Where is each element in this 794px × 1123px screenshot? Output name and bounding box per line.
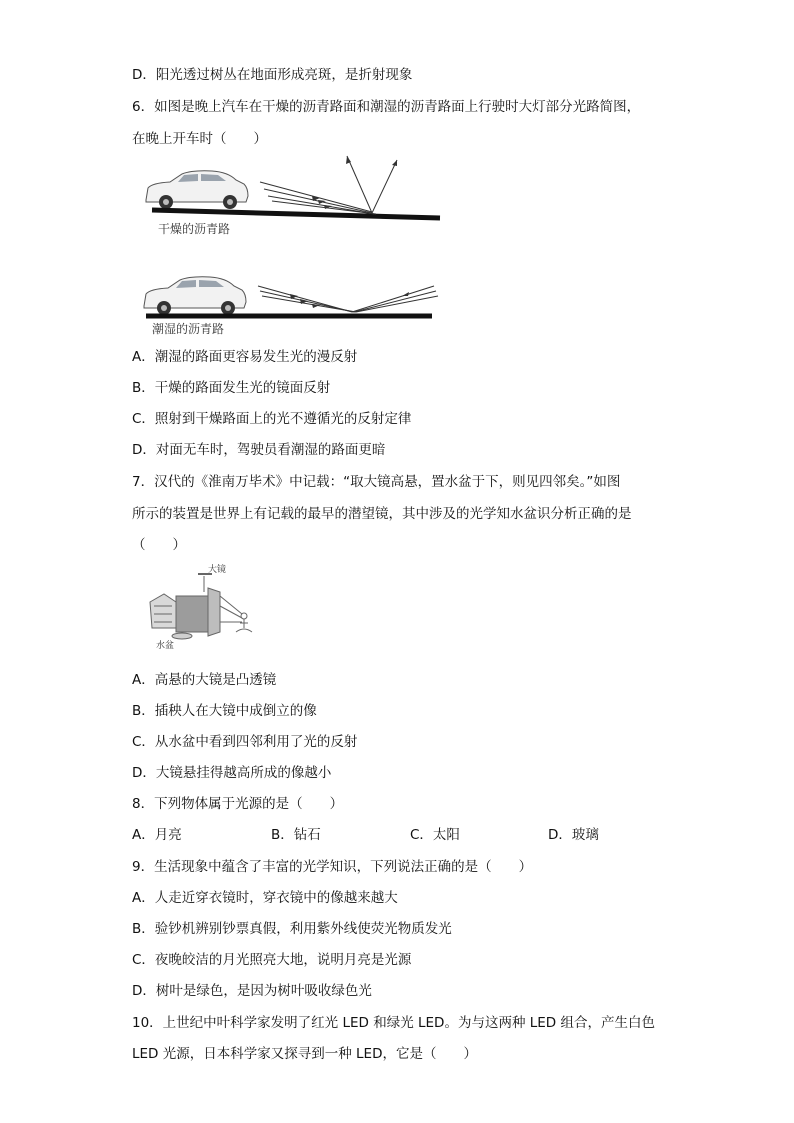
text-q8-option-b: B．钻石: [271, 827, 321, 843]
text-q8-option-d: D．玻璃: [548, 827, 599, 843]
text-q9-option-d: D．树叶是绿色，是因为树叶吸收绿色光: [132, 983, 372, 999]
text-q7-stem-line1: 7．汉代的《淮南万毕术》中记载：“取大镜高悬，置水盆于下，则见四邻矣。”如图: [132, 474, 621, 490]
text-q6-option-d: D．对面无车时，驾驶员看潮湿的路面更暗: [132, 442, 386, 458]
text-q10-stem-line1: 10．上世纪中叶科学家发明了红光 LED 和绿光 LED。为与这两种 LED 组合，产生白色: [132, 1015, 655, 1031]
text-q9-stem: 9．生活现象中蕴含了丰富的光学知识，下列说法正确的是（ ）: [132, 859, 533, 875]
text-q6-stem-line2: 在晚上开车时（ ）: [132, 131, 267, 147]
text-q6-option-a: A．潮湿的路面更容易发生光的漫反射: [132, 349, 358, 365]
figure-wet-road: [140, 272, 445, 340]
text-q6-option-b: B．干燥的路面发生光的镜面反射: [132, 380, 331, 396]
text-q7-option-b: B．插秧人在大镜中成倒立的像: [132, 703, 317, 719]
text-q7-stem-line2: 所示的装置是世界上有记载的最早的潜望镜，其中涉及的光学知水盆识分析正确的是: [132, 506, 632, 522]
text-q6-stem-line1: 6．如图是晚上汽车在干燥的沥青路面和潮湿的沥青路面上行驶时大灯部分光路简图，: [132, 99, 641, 115]
text-q6-option-c: C．照射到干燥路面上的光不遵循光的反射定律: [132, 411, 412, 427]
car-icon: [146, 171, 248, 209]
mirror-label: 大镜: [208, 565, 227, 575]
wet-road-diagram: [140, 272, 445, 322]
text-q5-option-d: D．阳光透过树丛在地面形成亮斑，是折射现象: [132, 67, 413, 83]
basin-label: 水盆: [156, 641, 175, 651]
text-q8-stem: 8．下列物体属于光源的是（ ）: [132, 796, 344, 812]
text-q10-stem-line2: LED 光源，日本科学家又探寻到一种 LED，它是（ ）: [132, 1046, 477, 1062]
figure-dry-road: [140, 150, 445, 240]
dry-road-caption: 干燥的沥青路: [158, 222, 231, 236]
text-q8-option-c: C．太阳: [410, 827, 460, 843]
text-q7-option-c: C．从水盆中看到四邻利用了光的反射: [132, 734, 358, 750]
text-q9-option-c: C．夜晚皎洁的月光照亮大地，说明月亮是光源: [132, 952, 412, 968]
text-q7-option-d: D．大镜悬挂得越高所成的像越小: [132, 765, 332, 781]
car-icon: [144, 277, 246, 315]
text-q9-option-a: A．人走近穿衣镜时，穿衣镜中的像越来越大: [132, 890, 398, 906]
text-q9-option-b: B．验钞机辨别钞票真假，利用紫外线使荧光物质发光: [132, 921, 452, 937]
wet-road-caption: 潮湿的沥青路: [152, 322, 225, 336]
text-q8-option-a: A．月亮: [132, 827, 182, 843]
figure-periscope: [146, 566, 256, 650]
text-q7-stem-line3: （ ）: [132, 537, 186, 553]
text-q7-option-a: A．高悬的大镜是凸透镜: [132, 672, 277, 688]
